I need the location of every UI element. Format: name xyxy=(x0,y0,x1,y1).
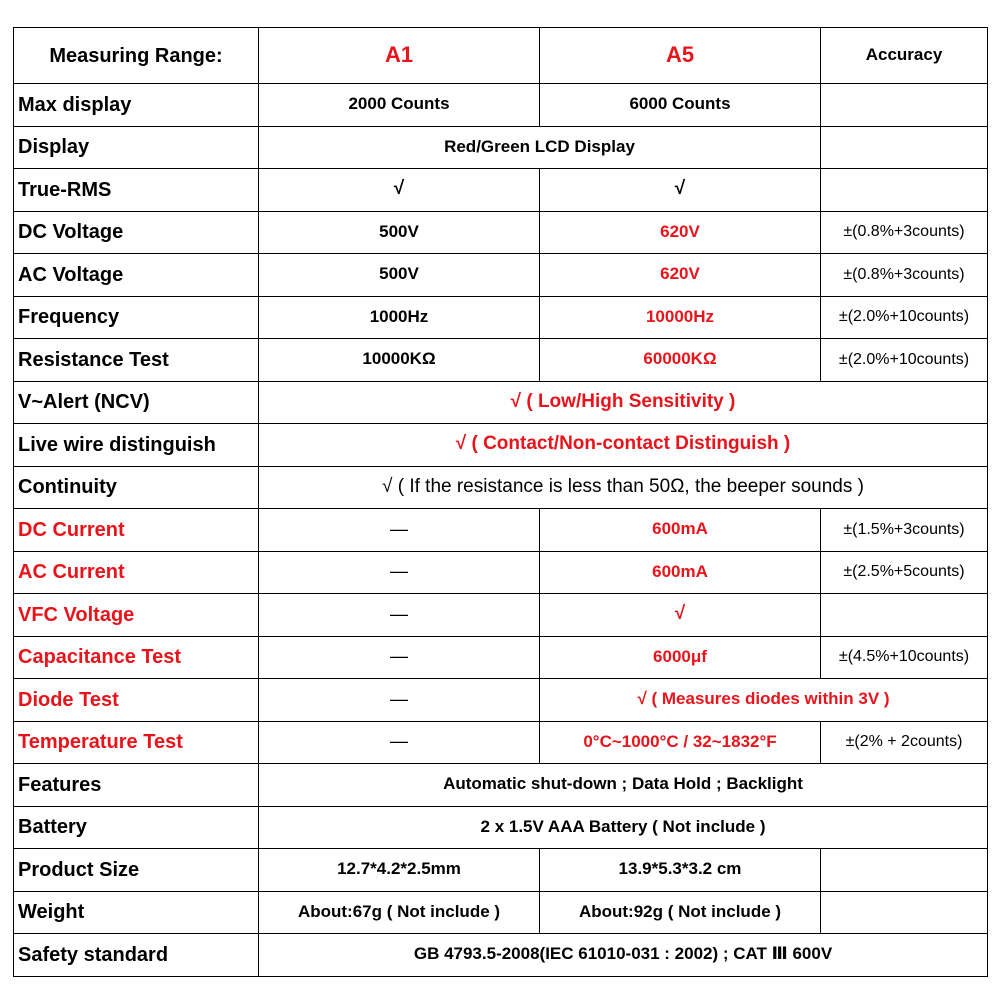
shared-value: √ ( If the resistance is less than 50Ω, the beeper sounds ) xyxy=(259,466,988,509)
table-row xyxy=(14,424,988,467)
row-label: Display xyxy=(14,126,259,169)
table-row xyxy=(14,254,988,297)
a1-value: 500V xyxy=(259,254,540,297)
a1-dash: — xyxy=(259,636,540,679)
row-label: Capacitance Test xyxy=(14,636,259,679)
row-label: AC Voltage xyxy=(14,254,259,297)
a1-value: 1000Hz xyxy=(259,296,540,339)
table-row xyxy=(14,339,988,382)
a1-checkmark: √ xyxy=(259,169,540,212)
a5-value: 0°C~1000°C / 32~1832°F xyxy=(540,721,821,764)
row-label: DC Current xyxy=(14,509,259,552)
a1-value: 12.7*4.2*2.5mm xyxy=(259,849,540,892)
accuracy-value xyxy=(821,891,988,934)
row-label: V~Alert (NCV) xyxy=(14,381,259,424)
row-label: Resistance Test xyxy=(14,339,259,382)
row-label: Safety standard xyxy=(14,934,259,977)
model-a5-header: A5 xyxy=(540,28,821,84)
spec-comparison-table xyxy=(13,27,988,977)
row-label: VFC Voltage xyxy=(14,594,259,637)
row-label: Continuity xyxy=(14,466,259,509)
accuracy-value xyxy=(821,126,988,169)
row-label: Temperature Test xyxy=(14,721,259,764)
accuracy-value xyxy=(821,594,988,637)
a1-dash: — xyxy=(259,594,540,637)
accuracy-value: ±(4.5%+10counts) xyxy=(821,636,988,679)
row-label: DC Voltage xyxy=(14,211,259,254)
a1-value: 2000 Counts xyxy=(259,84,540,127)
a5-value: 10000Hz xyxy=(540,296,821,339)
table-title: Measuring Range: xyxy=(14,28,259,84)
table-row xyxy=(14,679,988,722)
accuracy-value: ±(2.0%+10counts) xyxy=(821,296,988,339)
a5-checkmark: √ xyxy=(540,594,821,637)
accuracy-value: ±(2% + 2counts) xyxy=(821,721,988,764)
table-row xyxy=(14,934,988,977)
a5-value: 620V xyxy=(540,254,821,297)
a1-dash: — xyxy=(259,509,540,552)
row-label: Battery xyxy=(14,806,259,849)
model-a1-header: A1 xyxy=(259,28,540,84)
a5-value: 13.9*5.3*3.2 cm xyxy=(540,849,821,892)
table-row xyxy=(14,84,988,127)
row-label: Diode Test xyxy=(14,679,259,722)
a5-value: 60000KΩ xyxy=(540,339,821,382)
a5-checkmark: √ xyxy=(540,169,821,212)
table-row xyxy=(14,211,988,254)
table-row xyxy=(14,764,988,807)
a1-value: 500V xyxy=(259,211,540,254)
a5-value: 600mA xyxy=(540,551,821,594)
table-row xyxy=(14,721,988,764)
shared-value: 2 x 1.5V AAA Battery ( Not include ) xyxy=(259,806,988,849)
a1-dash: — xyxy=(259,679,540,722)
accuracy-value: ±(0.8%+3counts) xyxy=(821,211,988,254)
row-label: True-RMS xyxy=(14,169,259,212)
table-row xyxy=(14,509,988,552)
row-label: Weight xyxy=(14,891,259,934)
row-label: AC Current xyxy=(14,551,259,594)
a5-value: About:92g ( Not include ) xyxy=(540,891,821,934)
accuracy-value: ±(0.8%+3counts) xyxy=(821,254,988,297)
accuracy-value: ±(2.5%+5counts) xyxy=(821,551,988,594)
row-label: Product Size xyxy=(14,849,259,892)
table-header-row xyxy=(14,28,988,84)
table-row xyxy=(14,296,988,339)
a5-value: 620V xyxy=(540,211,821,254)
table-row xyxy=(14,891,988,934)
a5-value: 6000μf xyxy=(540,636,821,679)
a1-value: 10000KΩ xyxy=(259,339,540,382)
accuracy-header: Accuracy xyxy=(821,28,988,84)
a5-value: 600mA xyxy=(540,509,821,552)
shared-value: √ ( Low/High Sensitivity ) xyxy=(259,381,988,424)
row-label: Max display xyxy=(14,84,259,127)
shared-value: GB 4793.5-2008(IEC 61010-031 : 2002) ; CAT Ⅲ 600V xyxy=(259,934,988,977)
table-row xyxy=(14,636,988,679)
shared-value: √ ( Contact/Non-contact Distinguish ) xyxy=(259,424,988,467)
accuracy-value: ±(2.0%+10counts) xyxy=(821,339,988,382)
table-row xyxy=(14,849,988,892)
table-row xyxy=(14,466,988,509)
row-label: Features xyxy=(14,764,259,807)
a1-value: About:67g ( Not include ) xyxy=(259,891,540,934)
table-row xyxy=(14,806,988,849)
row-label: Frequency xyxy=(14,296,259,339)
a5-value: 6000 Counts xyxy=(540,84,821,127)
row-label: Live wire distinguish xyxy=(14,424,259,467)
a1-dash: — xyxy=(259,551,540,594)
table-row xyxy=(14,551,988,594)
table-row xyxy=(14,126,988,169)
table-row xyxy=(14,594,988,637)
a5-value: √ ( Measures diodes within 3V ) xyxy=(540,679,988,722)
shared-value: Red/Green LCD Display xyxy=(259,126,821,169)
accuracy-value xyxy=(821,84,988,127)
accuracy-value xyxy=(821,169,988,212)
accuracy-value xyxy=(821,849,988,892)
table-row xyxy=(14,169,988,212)
a1-dash: — xyxy=(259,721,540,764)
table-row xyxy=(14,381,988,424)
accuracy-value: ±(1.5%+3counts) xyxy=(821,509,988,552)
shared-value: Automatic shut-down ; Data Hold ; Backlight xyxy=(259,764,988,807)
